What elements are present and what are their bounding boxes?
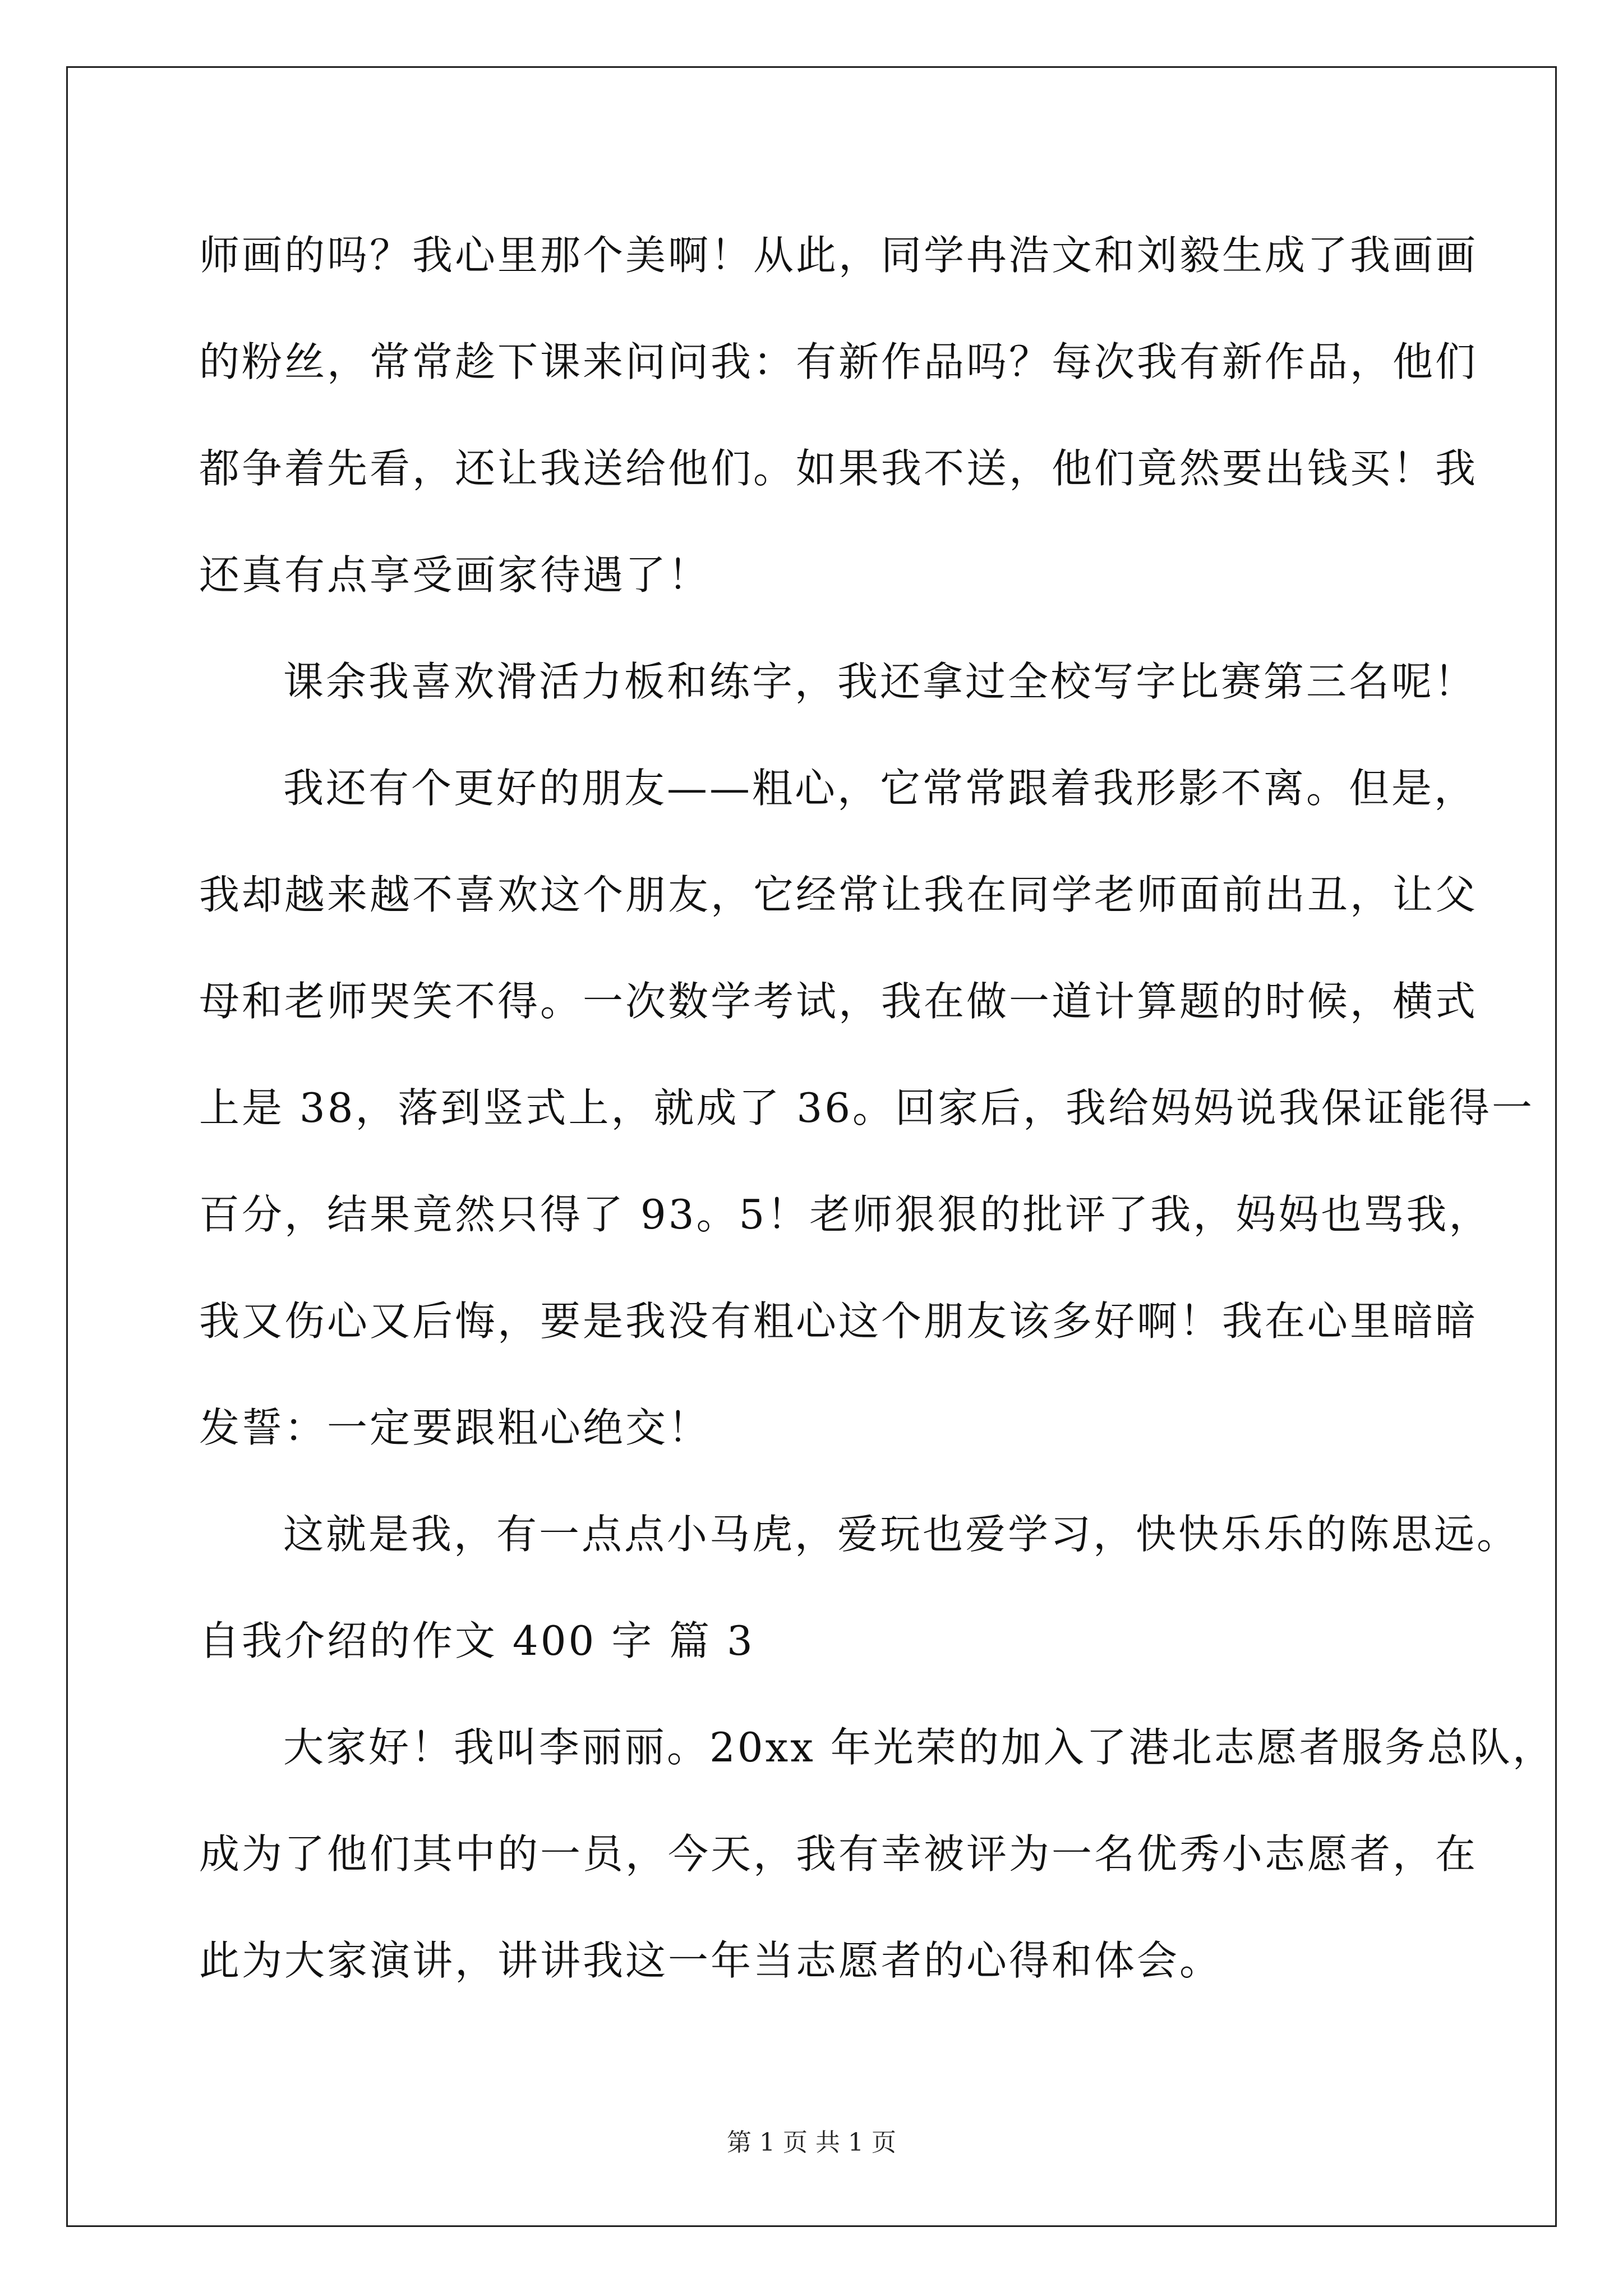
text-line-3: 都争着先看，还让我送给他们。如果我不送，他们竟然要出钱买！我 (199, 445, 1478, 492)
text-line-11: 我又伤心又后悔，要是我没有粗心这个朋友该多好啊！我在心里暗暗 (199, 1297, 1478, 1345)
text-line-16: 成为了他们其中的一员，今天，我有幸被评为一名优秀小志愿者，在 (199, 1830, 1478, 1878)
text-line-7: 我却越来越不喜欢这个朋友，它经常让我在同学老师面前出丑，让父 (199, 871, 1478, 918)
text-line-2: 的粉丝，常常趁下课来问问我：有新作品吗？每次我有新作品，他们 (199, 338, 1478, 385)
text-line-1: 师画的吗？我心里那个美啊！从此，同学冉浩文和刘毅生成了我画画 (199, 232, 1478, 279)
text-line-17: 此为大家演讲，讲讲我这一年当志愿者的心得和体会。 (199, 1937, 1223, 1984)
page-number-footer: 第 1 页 共 1 页 (727, 2128, 896, 2157)
section-heading: 自我介绍的作文 400 字 篇 3 (199, 1617, 755, 1664)
text-line-4: 还真有点享受画家待遇了！ (199, 551, 711, 599)
text-line-13: 这就是我，有一点点小马虎，爱玩也爱学习，快快乐乐的陈思远。 (283, 1511, 1520, 1558)
text-line-5: 课余我喜欢滑活力板和练字，我还拿过全校写字比赛第三名呢！ (283, 658, 1477, 705)
text-line-6: 我还有个更好的朋友——粗心，它常常跟着我形影不离。但是， (283, 765, 1477, 812)
text-line-10: 百分，结果竟然只得了 93。5！老师狠狠的批评了我，妈妈也骂我， (199, 1191, 1492, 1238)
text-line-9: 上是 38，落到竖式上，就成了 36。回家后，我给妈妈说我保证能得一 (199, 1084, 1535, 1131)
text-line-12: 发誓：一定要跟粗心绝交！ (199, 1404, 711, 1451)
document-body (199, 202, 1555, 2014)
text-line-8: 母和老师哭笑不得。一次数学考试，我在做一道计算题的时候，横式 (199, 978, 1478, 1025)
text-line-15: 大家好！我叫李丽丽。20xx 年光荣的加入了港北志愿者服务总队， (283, 1724, 1555, 1771)
